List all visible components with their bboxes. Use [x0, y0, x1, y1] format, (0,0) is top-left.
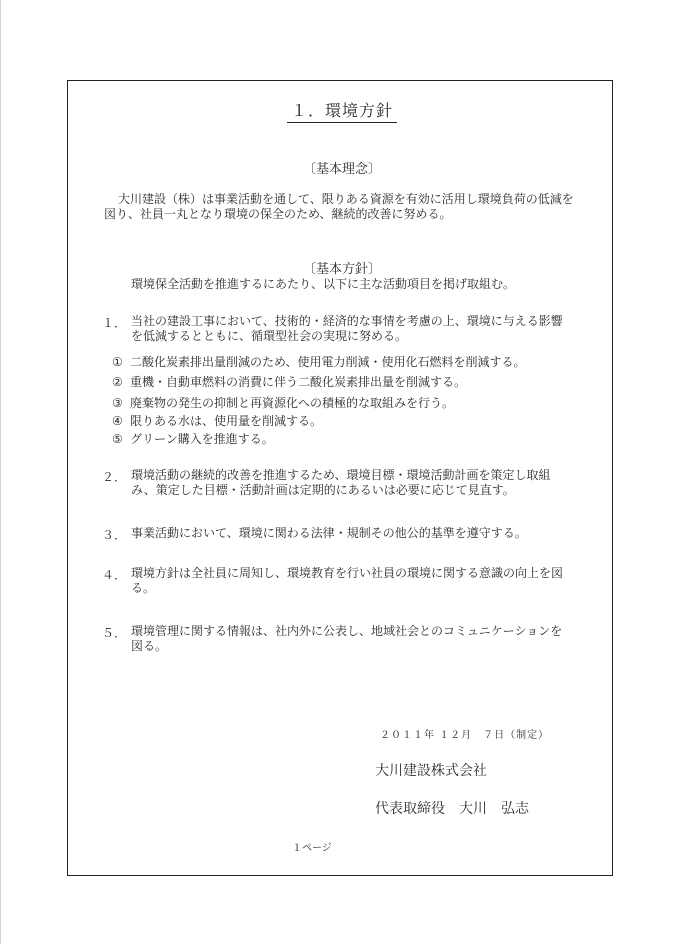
policy-item-3-line-1: 事業活動において、環境に関わる法律・規制その他公的基準を遵守する。 [131, 526, 527, 540]
policy-subitem-4 [112, 414, 322, 429]
subitem-text: 重機・自動車燃料の消費に伴う二酸化炭素排出量を削減する。 [130, 375, 467, 389]
subitem-text: 廃棄物の発生の抑制と再資源化への積極的な取組みを行う。 [130, 396, 455, 410]
subitem-marker: ⑤ [112, 432, 123, 446]
subitem-marker: ③ [112, 396, 123, 410]
policy-heading: 〔基本方針〕 [302, 262, 381, 277]
subitem-marker: ① [112, 355, 123, 369]
policy-item-5-line-1: 環境管理に関する情報は、社内外に公表し、地域社会とのコミュニケーションを [131, 624, 563, 638]
policy-item-5-number: ５． [102, 626, 127, 640]
enactment-date: ２０１１年 １２月 ７日（制定） [380, 730, 550, 741]
subitem-text: 二酸化炭素排出量削減のため、使用電力削減・使用化石燃料を削減する。 [130, 355, 526, 369]
policy-subitem-5 [112, 432, 274, 447]
page-title [0, 98, 684, 121]
policy-subitem-1 [112, 355, 526, 370]
policy-item-2-line-2: み、策定した目標・活動計画は定期的にあるいは必要に応じて見直す。 [131, 483, 515, 497]
policy-item-2-line-1: 環境活動の継続的改善を推進するため、環境目標・環境活動計画を策定し取組 [131, 468, 551, 482]
representative-name: 代表取締役 大川 弘志 [375, 801, 529, 817]
page-number: １ページ [292, 843, 332, 854]
policy-item-4-line-2: る。 [131, 581, 156, 595]
policy-item-4-line-1: 環境方針は全社員に周知し、環境教育を行い社員の環境に関する意識の向上を図 [131, 566, 564, 580]
subitem-marker: ④ [112, 414, 123, 428]
company-name: 大川建設株式会社 [375, 763, 487, 779]
policy-item-1-line-1: 当社の建設工事において、技術的・経済的な事情を考慮の上、環境に与える影響 [131, 314, 563, 328]
subitem-marker: ② [112, 375, 123, 389]
subitem-text: グリーン購入を推進する。 [130, 432, 274, 446]
philosophy-line-1: 大川建設（株）は事業活動を通して、限りある資源を有効に活用し環境負荷の低減を [118, 192, 574, 206]
policy-subitem-3 [112, 396, 454, 411]
left-edge-line [0, 0, 1, 944]
philosophy-heading: 〔基本理念〕 [302, 162, 381, 177]
policy-item-3-number: ３． [102, 528, 127, 542]
policy-item-2-number: ２． [102, 470, 127, 484]
policy-item-1-number: １． [102, 316, 127, 330]
philosophy-line-2: 図り、社員一丸となり環境の保全のため、継続的改善に努める。 [104, 207, 452, 221]
policy-item-4-number: ４． [102, 568, 127, 582]
policy-intro: 環境保全活動を推進するにあたり、以下に主な活動項目を掲げ取組む。 [131, 277, 516, 291]
policy-item-1-line-2: を低減するとともに、循環型社会の実現に努める。 [131, 329, 408, 343]
subitem-text: 限りある水は、使用量を削減する。 [130, 414, 323, 428]
page-title-text: １．環境方針 [287, 101, 397, 123]
policy-subitem-2 [112, 375, 466, 390]
policy-item-5-line-2: 図る。 [131, 639, 168, 653]
